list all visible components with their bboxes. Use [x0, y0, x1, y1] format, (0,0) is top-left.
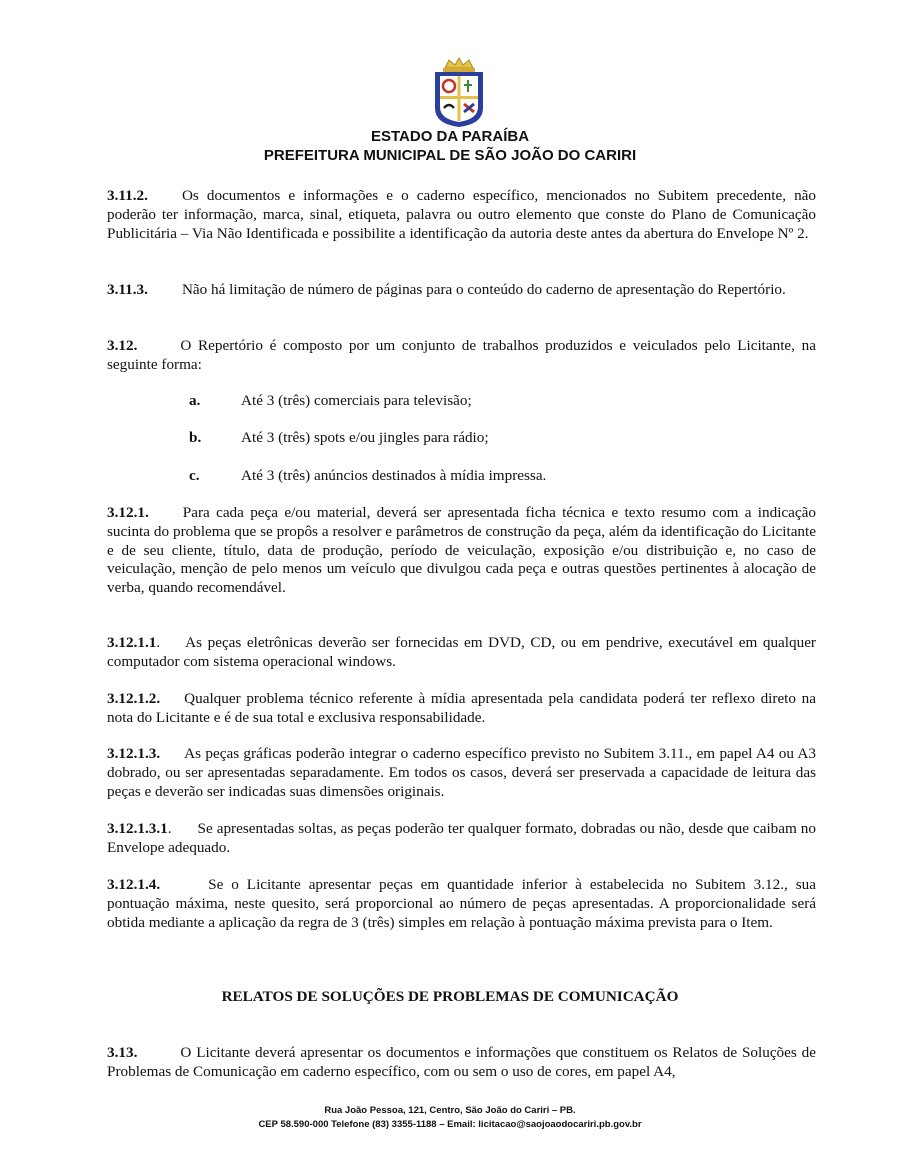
- paragraph-3-12-1-2: 3.12.1.2. Qualquer problema técnico referente à mídia apresentada pela candidata poderá ter reflexo direto na nota do Licitante e é de sua total e exclusiva responsabilidade.: [107, 690, 816, 726]
- paragraph-3-12-1-4: 3.12.1.4. Se o Licitante apresentar peças em quantidade inferior à estabelecida no Subitem 3.12., sua pontuação máxima, neste quesito, será proporcional ao número de peças apresentadas. A proporcionalidade será obtida mediante a aplicação da regra de 3 (três) simples em relação à pontuação máxima prevista para o Item.: [107, 876, 816, 931]
- footer-contact: CEP 58.590-000 Telefone (83) 3355-1188 – Email: licitacao@saojoaodocariri.pb.gov.br: [258, 1119, 642, 1130]
- paragraph-3-13: 3.13. O Licitante deverá apresentar os documentos e informações que constituem os Relatos de Soluções de Problemas de Comunicação em caderno específico, com ou sem o uso de cores, em papel A4,: [107, 1044, 816, 1080]
- state-heading: ESTADO DA PARAÍBA: [370, 128, 530, 145]
- coat-of-arms-icon: [431, 56, 487, 128]
- paragraph-3-12: 3.12. O Repertório é composto por um conjunto de trabalhos produzidos e veiculados pelo Licitante, na seguinte forma:: [107, 337, 816, 373]
- paragraph-3-12-1-3-1: 3.12.1.3.1. Se apresentadas soltas, as peças poderão ter qualquer formato, dobradas ou não, desde que caibam no Envelope adequado.: [107, 820, 816, 856]
- paragraph-3-12-1-3: 3.12.1.3. As peças gráficas poderão integrar o caderno específico previsto no Subitem 3.11., em papel A4 ou A3 dobrado, ou ser apresentadas separadamente. Em todos os casos, deverá ser preservada a capacidade de leitura das peças e deverão ser indicadas suas dimensões originais.: [107, 745, 816, 800]
- footer-address: Rua João Pessoa, 121, Centro, São João do Cariri – PB.: [324, 1105, 576, 1116]
- paragraph-3-11-3: 3.11.3. Não há limitação de número de páginas para o conteúdo do caderno de apresentação do Repertório.: [107, 281, 786, 298]
- paragraph-3-11-2: 3.11.2. Os documentos e informações e o caderno específico, mencionados no Subitem precedente, não poderão ter informação, marca, sinal, etiqueta, palavra ou outro elemento que conste do Plano de Comunicação Publicitária – Via Não Identificada e possibilite a identificação da autoria deste antes da abertura do Envelope Nº 2.: [107, 187, 816, 242]
- municipality-heading: PREFEITURA MUNICIPAL DE SÃO JOÃO DO CARIRI: [263, 147, 637, 164]
- section-title: RELATOS DE SOLUÇÕES DE PROBLEMAS DE COMUNICAÇÃO: [221, 988, 679, 1005]
- paragraph-3-12-1-1: 3.12.1.1. As peças eletrônicas deverão ser fornecidas em DVD, CD, ou em pendrive, executável em qualquer computador com sistema operacional windows.: [107, 634, 816, 670]
- paragraph-3-12-1: 3.12.1. Para cada peça e/ou material, deverá ser apresentada ficha técnica e texto resumo com a indicação sucinta do problema que se propôs a resolver e parâmetros de construção da peça, além da identificação do Licitante e de seu cliente, título, data de produção, período de veiculação, exposição e/ou distribuição e, no caso de veiculação, menção de pelo menos um veículo que divulgou cada peça e outras questões pertinentes à alocação de verba, quando recomendável.: [107, 504, 816, 597]
